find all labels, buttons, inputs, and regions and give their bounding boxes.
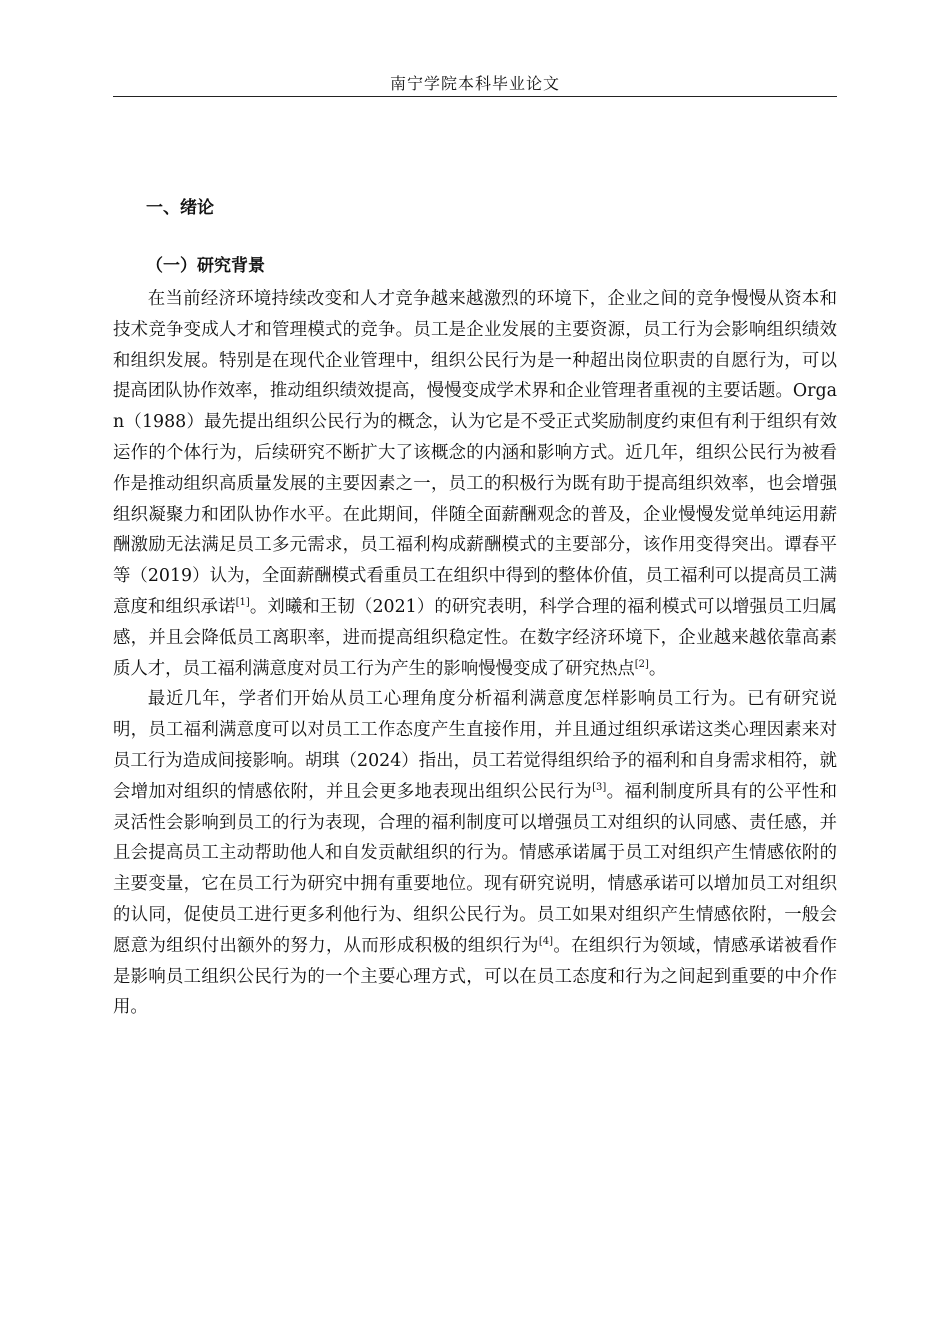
citation-superscript: [4] xyxy=(538,935,554,947)
citation-superscript: [2] xyxy=(634,658,649,670)
chapter-heading: 一、绪论 xyxy=(146,198,214,218)
paragraph-text: 在当前经济环境持续改变和人才竞争越来越激烈的环境下，企业之间的竞争慢慢从资本和技术竞争变成人才和管理模式的竞争。员工是企业发展的主要资源，员工行为会影响组织绩效和组织发展。特别是在现代企业管理中，组织公民行为是一种超出岗位职责的自愿行为，可以提高团队协作效率，推动组织绩效提高，慢慢变成学术界和企业管理者重视的主要话题。Organ（1988）最先提出组织公民行为的概念，认为它是不受正式奖励制度约束但有利于组织有效运作的个体行为，后续研究不断扩大了该概念的内涵和影响方式。近几年，组织公民行为被看作是推动组织高质量发展的主要因素之一，员工的积极行为既有助于提高组织效率，也会增强组织凝聚力和团队协作水平。在此期间，伴随全面薪酬观念的普及，企业慢慢发觉单纯运用薪酬激励无法满足员工多元需求，员工福利构成薪酬模式的主要部分，该作用变得突出。谭春平等（2019）认为，全面薪酬模式看重员工在组织中得到的整体价值，员工福利可以提高员工满意度和组织承诺 xyxy=(113,289,837,617)
paragraph-text: 。刘曦和王韧（2021）的研究表明，科学合理的福利模式可以增强员工归属感，并且会降低员工离职率，进而提高组织稳定性。在数字经济环境下，企业越来越依靠高素质人才，员工福利满意度对员工行为产生的影响慢慢变成了研究热点 xyxy=(113,596,837,679)
body-content xyxy=(113,194,837,1023)
paragraph-2 xyxy=(113,684,837,1023)
paragraph-1 xyxy=(113,284,837,684)
header-rule xyxy=(113,96,837,97)
running-header: 南宁学院本科毕业论文 xyxy=(389,74,560,93)
citation-superscript: [1] xyxy=(235,597,250,609)
paragraph-text: 。福利制度所具有的公平性和灵活性会影响到员工的行为表现，合理的福利制度可以增强员工对组织的认同感、责任感，并且会提高员工主动帮助他人和自发贡献组织的行为。情感承诺属于员工对组织产生情感依附的主要变量，它在员工行为研究中拥有重要地位。现有研究说明，情感承诺可以增加员工对组织的认同，促使员工进行更多利他行为、组织公民行为。员工如果对组织产生情感依附，一般会愿意为组织付出额外的努力，从而形成积极的组织行为 xyxy=(113,781,837,956)
paragraph-text: 最近几年，学者们开始从员工心理角度分析福利满意度怎样影响员工行为。已有研究说明，员工福利满意度可以对员工工作态度产生直接作用，并且通过组织承诺这类心理因素来对员工行为造成间接影响。胡琪（2024）指出，员工若觉得组织给予的福利和自身需求相符，就会增加对组织的情感依附，并且会更多地表现出组织公民行为 xyxy=(113,689,837,802)
citation-superscript: [3] xyxy=(592,781,607,793)
paragraph-text: 。 xyxy=(648,658,667,679)
section-heading: （一）研究背景 xyxy=(146,256,265,276)
paragraph-text: 。在组织行为领域，情感承诺被看作是影响员工组织公民行为的一个主要心理方式，可以在员工态度和行为之间起到重要的中介作用。 xyxy=(113,935,837,1018)
